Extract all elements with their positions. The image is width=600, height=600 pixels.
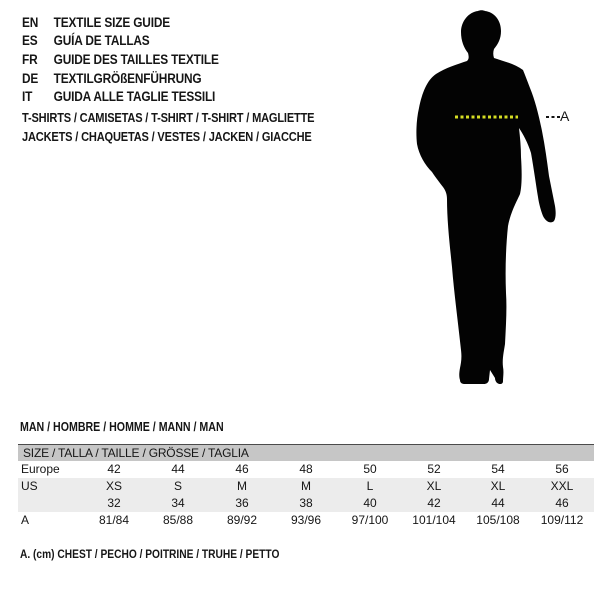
garment-types bbox=[22, 108, 314, 146]
size-cell: 42 bbox=[107, 462, 121, 476]
language-row bbox=[22, 87, 219, 106]
language-code: IT bbox=[22, 89, 33, 105]
language-label: GUIDA ALLE TAGLIE TESSILI bbox=[53, 89, 216, 105]
language-row bbox=[22, 32, 219, 51]
table-row bbox=[18, 512, 594, 529]
man-silhouette bbox=[416, 10, 555, 384]
size-cell: S bbox=[173, 479, 182, 493]
size-cell: M bbox=[237, 479, 247, 493]
language-code: ES bbox=[22, 33, 38, 49]
size-cell: 89/92 bbox=[226, 513, 258, 527]
size-cell: 109/112 bbox=[540, 513, 584, 527]
size-cell: XXL bbox=[550, 479, 574, 493]
size-table-rows bbox=[18, 461, 594, 529]
language-label: TEXTILE SIZE GUIDE bbox=[53, 14, 170, 30]
row-label: US bbox=[21, 479, 38, 493]
size-cell: 54 bbox=[491, 462, 505, 476]
size-cell: 42 bbox=[427, 496, 441, 510]
size-cell: 34 bbox=[171, 496, 185, 510]
size-cell: 105/108 bbox=[476, 513, 520, 527]
language-row bbox=[22, 69, 219, 88]
size-table bbox=[18, 444, 594, 529]
size-cell: 52 bbox=[427, 462, 441, 476]
size-cell: 81/84 bbox=[98, 513, 130, 527]
footnote-chest: A. (cm) CHEST / PECHO / POITRINE / TRUHE / PETTO bbox=[20, 547, 280, 561]
size-cell: 46 bbox=[555, 496, 569, 510]
garment-line-tshirts: T-SHIRTS / CAMISETAS / T-SHIRT / T-SHIRT / MAGLIETTE bbox=[22, 110, 315, 125]
size-cell: 44 bbox=[491, 496, 505, 510]
size-cell: 46 bbox=[235, 462, 249, 476]
size-cell: XS bbox=[105, 479, 122, 493]
table-row bbox=[18, 478, 594, 495]
size-cell: 38 bbox=[299, 496, 313, 510]
section-label: MAN / HOMBRE / HOMME / MANN / MAN bbox=[20, 420, 224, 434]
size-table-header: SIZE / TALLA / TAILLE / GRÖSSE / TAGLIA bbox=[18, 444, 594, 461]
size-cell: 36 bbox=[235, 496, 249, 510]
size-cell: 48 bbox=[299, 462, 313, 476]
language-guide bbox=[22, 13, 219, 106]
size-cell: XL bbox=[426, 479, 442, 493]
size-cell: 101/104 bbox=[412, 513, 456, 527]
size-cell: 32 bbox=[107, 496, 121, 510]
size-cell: 50 bbox=[363, 462, 377, 476]
language-label: GUIDE DES TAILLES TEXTILE bbox=[53, 51, 219, 67]
size-cell: 97/100 bbox=[351, 513, 389, 527]
language-code: FR bbox=[22, 51, 38, 67]
language-code: EN bbox=[22, 14, 39, 30]
row-label bbox=[18, 495, 82, 512]
garment-line-jackets: JACKETS / CHAQUETAS / VESTES / JACKEN / GIACCHE bbox=[22, 129, 312, 144]
language-label: TEXTILGRÖßENFÜHRUNG bbox=[53, 70, 202, 86]
row-label: Europe bbox=[21, 462, 60, 476]
measure-label-a: A bbox=[560, 108, 570, 124]
size-cell: 44 bbox=[171, 462, 185, 476]
size-cell: L bbox=[366, 479, 374, 493]
row-label: A bbox=[21, 513, 30, 527]
size-cell: XL bbox=[490, 479, 506, 493]
size-cell: 93/96 bbox=[290, 513, 322, 527]
language-label: GUÍA DE TALLAS bbox=[53, 33, 150, 49]
table-row bbox=[18, 495, 594, 512]
language-row bbox=[22, 50, 219, 69]
size-cell: 56 bbox=[555, 462, 569, 476]
table-row bbox=[18, 461, 594, 478]
language-code: DE bbox=[22, 70, 39, 86]
size-cell: 40 bbox=[363, 496, 377, 510]
size-cell: M bbox=[301, 479, 311, 493]
man-silhouette-figure bbox=[390, 0, 600, 392]
size-cell: 85/88 bbox=[162, 513, 194, 527]
language-row bbox=[22, 13, 219, 32]
